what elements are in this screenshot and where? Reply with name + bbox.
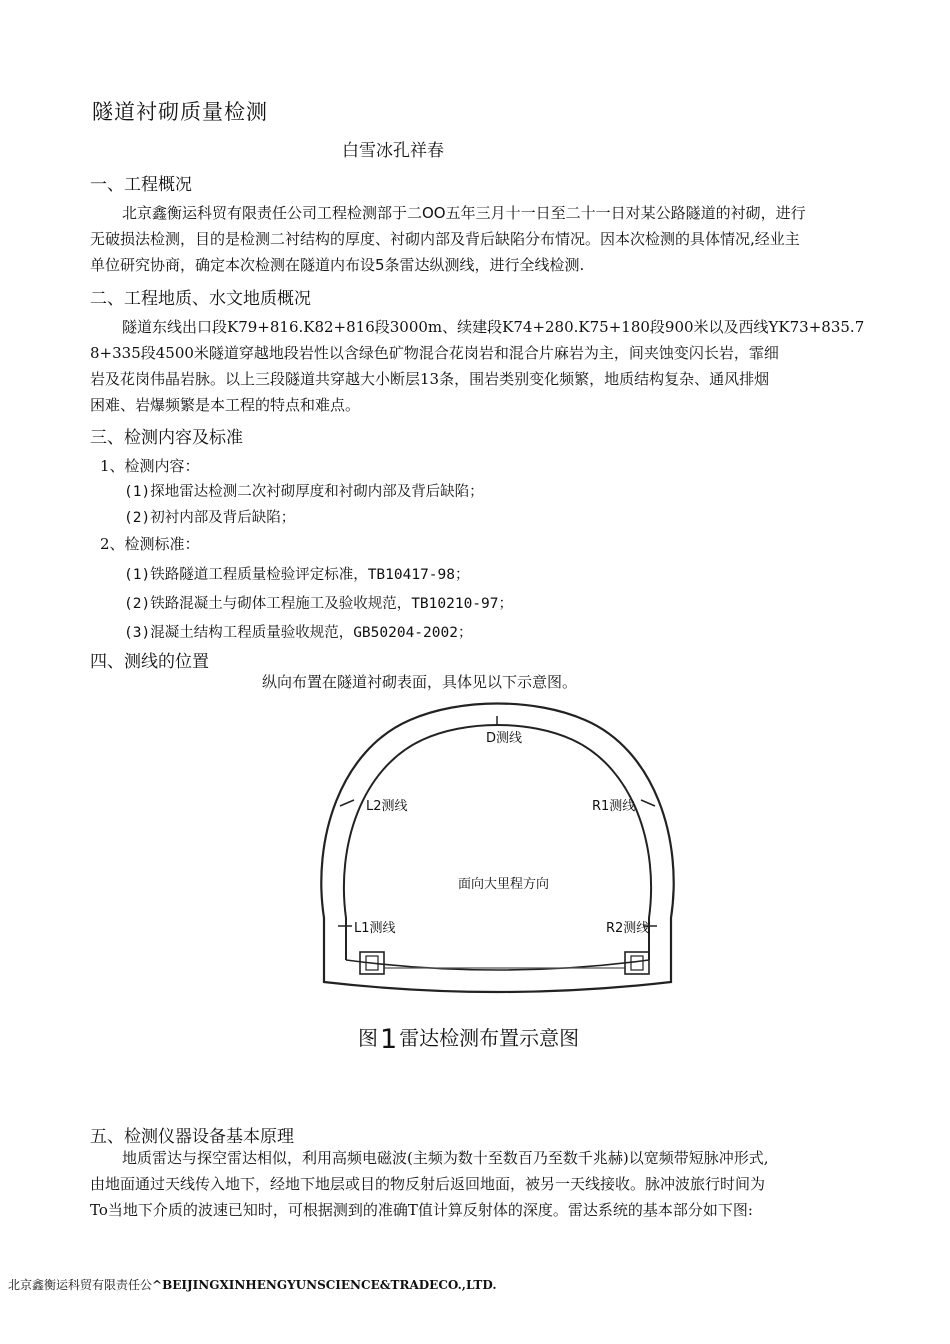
section-4-heading: 四、测线的位置 <box>90 652 209 672</box>
figure-caption-text: 雷达检测布置示意图 <box>399 1026 580 1050</box>
section-2-line-2: 8+335段4500米隧道穿越地段岩性以含绿色矿物混合花岗岩和混合片麻岩为主，间夹蚀变闪长岩，霏细 <box>90 344 779 362</box>
document-title: 隧道衬砌质量检测 <box>92 100 268 124</box>
page-footer <box>8 1276 497 1293</box>
section-5-heading: 五、检测仪器设备基本原理 <box>90 1127 294 1147</box>
section-1-line-2: 无破损法检测，目的是检测二衬结构的厚度、衬砌内部及背后缺陷分布情况。因本次检测的具体情况,经业主 <box>90 230 800 248</box>
section-1-line-3: 单位研究协商，确定本次检测在隧道内布设5条雷达纵测线，进行全线检测. <box>90 256 585 274</box>
section-2-line-3: 岩及花岗伟晶岩脉。以上三段隧道共穿越大小断层13条，围岩类别变化频繁，地质结构复杂、通风排烟 <box>90 370 770 388</box>
section-3-item-2-sub-1: (1)铁路隧道工程质量检验评定标准，TB10417-98； <box>124 567 470 583</box>
section-3-item-2-sub-2: (2)铁路混凝土与砌体工程施工及验收规范，TB10210-97； <box>124 596 513 612</box>
section-1-line-1: 北京鑫衡运科贸有限责任公司工程检测部于二OO五年三月十一日至二十一日对某公路隧道的衬砌，进行 <box>122 204 806 222</box>
section-4-intro: 纵向布置在隧道衬砌表面，具体见以下示意图。 <box>262 673 578 691</box>
l2-line-label: L2测线 <box>366 799 408 814</box>
section-3-heading: 三、检测内容及标准 <box>90 428 243 448</box>
section-3-item-2-sub-3: (3)混凝土结构工程质量验收规范，GB50204-2002； <box>124 625 473 641</box>
section-3-item-1-sub-2: (2)初衬内部及背后缺陷； <box>124 510 296 526</box>
section-3-item-1-sub-1: (1)探地雷达检测二次衬砌厚度和衬砌内部及背后缺陷； <box>124 484 484 500</box>
l2-line-marker <box>340 800 354 806</box>
section-1-heading: 一、工程概况 <box>90 175 192 195</box>
l1-line-label: L1测线 <box>354 921 396 936</box>
figure-caption-prefix: 图 <box>358 1026 378 1050</box>
tunnel-outer-lining <box>321 704 673 993</box>
footer-company-cn: 北京鑫衡运科贸有限责任公 <box>8 1278 153 1292</box>
figure-number: 1 <box>380 1024 398 1055</box>
footer-company-en: ^BEIJINGXINHENGYUNSCIENCE&TRADECO.,LTD. <box>152 1278 497 1292</box>
r1-line-label: R1测线 <box>592 799 636 814</box>
section-2-line-1: 隧道东线出口段K79+816.K82+816段3000m、续建段K74+280.K75+180段900米以及西线YK73+835.7 <box>122 318 865 336</box>
r1-line-marker <box>641 800 655 806</box>
r2-line-label: R2测线 <box>606 921 650 936</box>
section-3-item-2: 2、检测标准： <box>100 535 200 553</box>
figure-caption <box>358 1022 579 1055</box>
section-3-item-1: 1、检测内容： <box>100 457 200 475</box>
section-5-line-3: To当地下介质的波速已知时，可根据测到的准确T值计算反射体的深度。雷达系统的基本部分如下图: <box>90 1201 753 1219</box>
section-2-heading: 二、工程地质、水文地质概况 <box>90 289 311 309</box>
d-line-label: D测线 <box>486 731 523 746</box>
section-5-line-1: 地质雷达与探空雷达相似，利用高频电磁波(主频为数十至数百乃至数千兆赫)以宽频带短脉冲形式, <box>122 1149 769 1167</box>
tunnel-cross-section-diagram <box>300 690 695 1010</box>
author-line: 白雪冰孔祥春 <box>342 141 444 161</box>
direction-label: 面向大里程方向 <box>458 877 550 892</box>
section-2-line-4: 困难、岩爆频繁是本工程的特点和难点。 <box>90 396 361 414</box>
section-5-line-2: 由地面通过天线传入地下，经地下地层或目的物反射后返回地面，被另一天线接收。脉冲波旅行时间为 <box>90 1175 766 1193</box>
